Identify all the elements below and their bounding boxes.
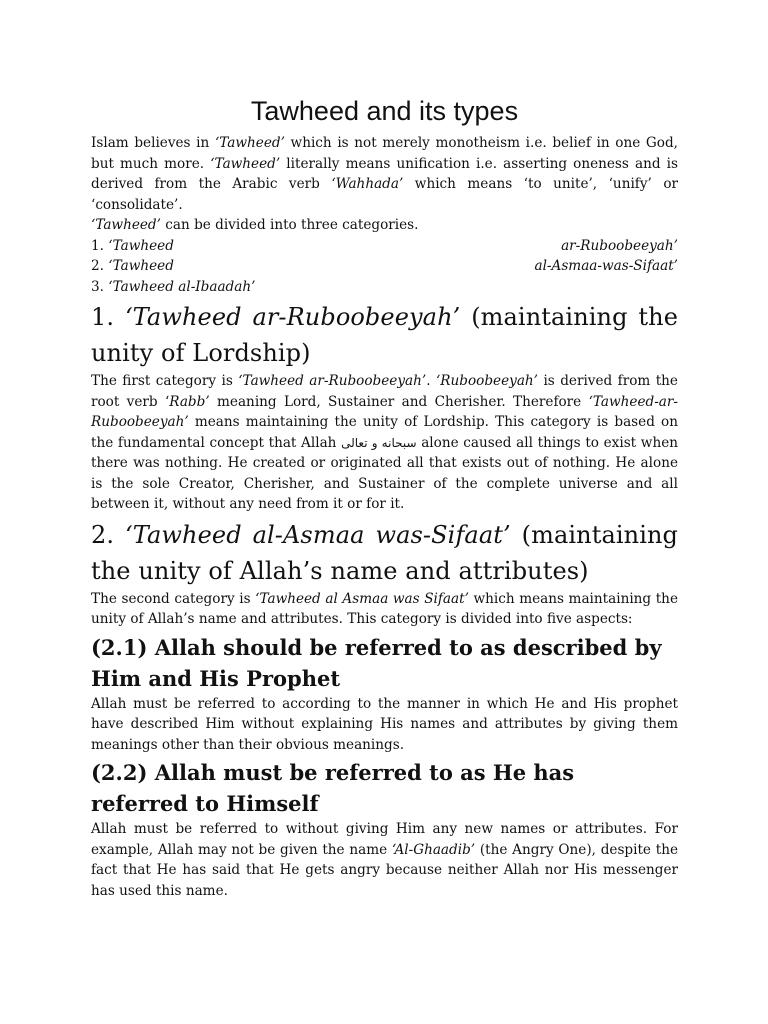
heading-number: 2. (91, 520, 126, 549)
text-run: meaning Lord, Sustainer and Cherisher. Therefore (209, 393, 589, 410)
list-term: ar-Ruboobeeyah’ (561, 237, 678, 254)
heading-text: (maintaining the unity of Allah’s name and attributes) (91, 520, 679, 585)
arabic-honorific: سبحانه و تعالى (341, 435, 417, 450)
text-run: alone caused all things to exist when there was nothing. He created or originated all that exists out of nothing. He alone is the sole Creator, Cherisher, and Sustainer of the complete universe and all between it, without any need from it or for it. (91, 434, 678, 512)
text-run: Allah must be referred to without giving Him any new names or attributes. For example, Allah may not be given the name (91, 821, 678, 858)
subsection-2-1-heading: (2.1) Allah should be referred to as described by Him and His Prophet (91, 634, 662, 691)
document-body (91, 96, 678, 901)
italic-term: ‘Tawheed ar-Ruboobeeyah’ (238, 373, 427, 389)
heading-term: ‘Tawheed ar-Ruboobeeyah’ (124, 303, 461, 331)
italic-term: ‘Tawheed’ (91, 217, 161, 233)
italic-term: ‘Tawheed’ (210, 155, 281, 172)
subsection-2-2-paragraph (91, 819, 678, 901)
text-run: literally means unification i.e. asserting oneness and is derived from the Arabic verb (91, 155, 678, 192)
text-run: which is not merely monotheism i.e. belief in one God, but much more. (91, 135, 678, 172)
section-2-heading (91, 517, 678, 589)
italic-term: ‘Tawheed al Asmaa was Sifaat’ (255, 590, 469, 607)
list-term: al-Asmaa-was-Sifaat’ (534, 258, 678, 274)
list-term: ‘Tawheed (108, 258, 174, 274)
section-1-heading (91, 299, 678, 371)
text-run: can be divided into three categories. (160, 217, 419, 233)
heading-term: ‘Tawheed al-Asmaa was-Sifaat’ (125, 520, 511, 549)
italic-term: Rabb’ (169, 393, 210, 410)
text-run: The second category is (91, 590, 256, 607)
italic-term: ‘Tawheed-ar-Ruboobeeyah’ (91, 393, 678, 430)
text-run: which means maintaining the unity of Allah’s name and attributes. This category is divided into five aspects: (91, 590, 678, 627)
heading-text: (maintaining the unity of Lordship) (91, 303, 678, 367)
subsection-2-2-heading: (2.2) Allah must be referred to as He has referred to Himself (91, 760, 575, 816)
list-term: ‘Tawheed al-Ibaadah’ (108, 278, 256, 295)
heading-number: 1. (91, 303, 125, 331)
italic-term: ‘Ruboobeeyah’ (435, 373, 539, 389)
text-run: means maintaining the unity of Lordship. This category is based on the fundamental concept that Allah (91, 414, 678, 451)
text-run: Islam believes in (91, 135, 215, 151)
text-run: The first category is (91, 373, 239, 389)
section-2-paragraph (91, 589, 678, 630)
text-run: which means ‘to unite’, ‘unify’ or ‘consolidate’. (91, 176, 678, 213)
categories-intro (91, 215, 678, 236)
list-item (91, 256, 678, 277)
list-number: 1. (91, 237, 109, 254)
text-run: . (426, 373, 436, 389)
list-item (91, 277, 678, 298)
italic-term: ‘Wahhada’ (331, 176, 404, 192)
text-run: is derived from the root verb ‘ (91, 373, 678, 410)
italic-term: ‘Al-Ghaadib’ (391, 841, 476, 858)
subsection-2-1-paragraph: Allah must be referred to according to the manner in which He and His prophet have described Him without explaining His names and attributes by giving them meanings other than their obvious meanings. (91, 695, 678, 753)
list-number: 2. (91, 258, 109, 274)
italic-term: ‘Tawheed’ (214, 135, 285, 151)
intro-paragraph (91, 133, 678, 215)
section-1-paragraph (91, 371, 678, 515)
list-term: ‘Tawheed (108, 237, 174, 254)
text-run: (the Angry One), despite the fact that He has said that He gets angry because neither Allah nor His messenger has used this name. (91, 841, 678, 899)
list-number: 3. (91, 278, 109, 295)
page-title: Tawheed and its types (250, 96, 519, 126)
list-item (91, 236, 678, 257)
